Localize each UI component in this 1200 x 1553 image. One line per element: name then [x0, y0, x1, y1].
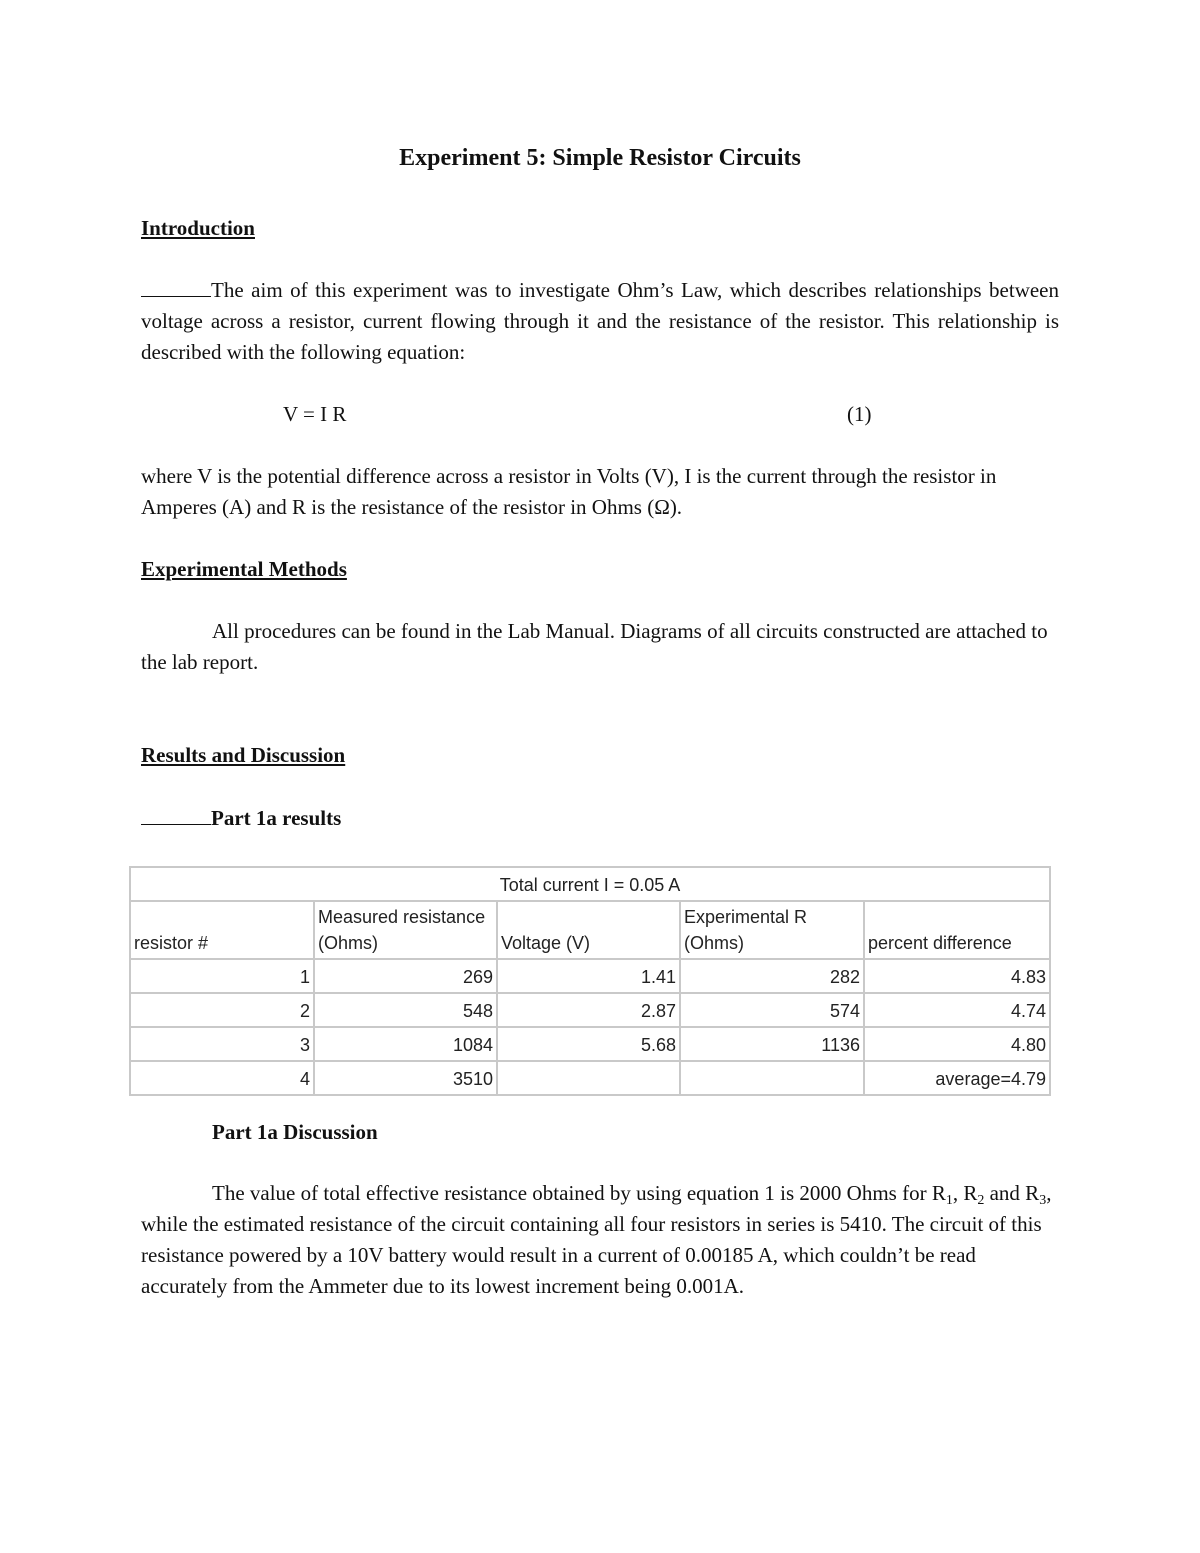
subscript-2: 2	[977, 1193, 985, 1208]
cell-measured-resistance: 548	[314, 993, 497, 1027]
part1a-discussion-heading: Part 1a Discussion	[212, 1120, 378, 1144]
table-header-row	[130, 901, 1050, 959]
part1a-results-label: Part 1a results	[211, 806, 342, 830]
indent-blank-line	[141, 278, 211, 297]
subscript-1: 1	[945, 1193, 953, 1208]
cell-experimental-r: 1136	[680, 1027, 864, 1061]
header-resistor-number: resistor #	[130, 901, 314, 959]
equation-number: (1)	[847, 402, 872, 426]
cell-measured-resistance: 3510	[314, 1061, 497, 1095]
discussion-text-2: , R	[952, 1181, 978, 1205]
part1a-discussion-paragraph	[141, 1178, 1056, 1302]
cell-percent-difference: 4.80	[864, 1027, 1050, 1061]
header-voltage: Voltage (V)	[497, 901, 680, 959]
cell-measured-resistance: 1084	[314, 1027, 497, 1061]
cell-experimental-r	[680, 1061, 864, 1095]
indent-blank-line	[141, 806, 211, 825]
table-row	[130, 1027, 1050, 1061]
discussion-text-1: The value of total effective resistance obtained by using equation 1 is 2000 Ohms for R	[212, 1181, 946, 1205]
header-measured-resistance: Measured resistance (Ohms)	[314, 901, 497, 959]
table-row	[130, 993, 1050, 1027]
discussion-text-3: and R	[984, 1181, 1040, 1205]
introduction-paragraph	[141, 275, 1059, 368]
cell-percent-difference: 4.74	[864, 993, 1050, 1027]
cell-resistor-number: 2	[130, 993, 314, 1027]
introduction-text: The aim of this experiment was to investigate Ohm’s Law, which describes relationships between voltage across a resistor, current flowing through it and the resistance of the resistor. This relationship is described with the following equation:	[141, 278, 1059, 364]
cell-measured-resistance: 269	[314, 959, 497, 993]
cell-voltage	[497, 1061, 680, 1095]
cell-voltage: 5.68	[497, 1027, 680, 1061]
introduction-heading: Introduction	[141, 216, 255, 240]
table-row	[130, 959, 1050, 993]
equation: V = I R	[283, 402, 347, 426]
cell-voltage: 2.87	[497, 993, 680, 1027]
cell-experimental-r: 574	[680, 993, 864, 1027]
subscript-3: 3	[1039, 1193, 1047, 1208]
methods-heading: Experimental Methods	[141, 557, 347, 581]
discussion-text-4: , while the estimated resistance of the circuit containing all four resistors in series is 5410. The circuit of this resistance powered by a 10V battery would result in a current of 0.00185 A, which couldn’t be read accurately from the Ammeter due to its lowest increment being 0.001A.	[141, 1181, 1052, 1298]
table-row	[130, 1061, 1050, 1095]
header-percent-difference: percent difference	[864, 901, 1050, 959]
header-experimental-r: Experimental R (Ohms)	[680, 901, 864, 959]
part1a-results-heading	[141, 803, 341, 834]
cell-resistor-number: 3	[130, 1027, 314, 1061]
cell-resistor-number: 4	[130, 1061, 314, 1095]
equation-explanation: where V is the potential difference across a resistor in Volts (V), I is the current through the resistor in Amperes (A) and R is the resistance of the resistor in Ohms (Ω).	[141, 464, 997, 519]
cell-resistor-number: 1	[130, 959, 314, 993]
results-table	[129, 866, 1051, 1096]
cell-voltage: 1.41	[497, 959, 680, 993]
methods-paragraph: All procedures can be found in the Lab Manual. Diagrams of all circuits constructed are attached to the lab report.	[141, 619, 1048, 674]
results-heading: Results and Discussion	[141, 743, 346, 767]
table-caption: Total current I = 0.05 A	[130, 867, 1050, 901]
document-title: Experiment 5: Simple Resistor Circuits	[399, 145, 801, 171]
cell-percent-difference: 4.83	[864, 959, 1050, 993]
cell-experimental-r: 282	[680, 959, 864, 993]
cell-percent-difference: average=4.79	[864, 1061, 1050, 1095]
